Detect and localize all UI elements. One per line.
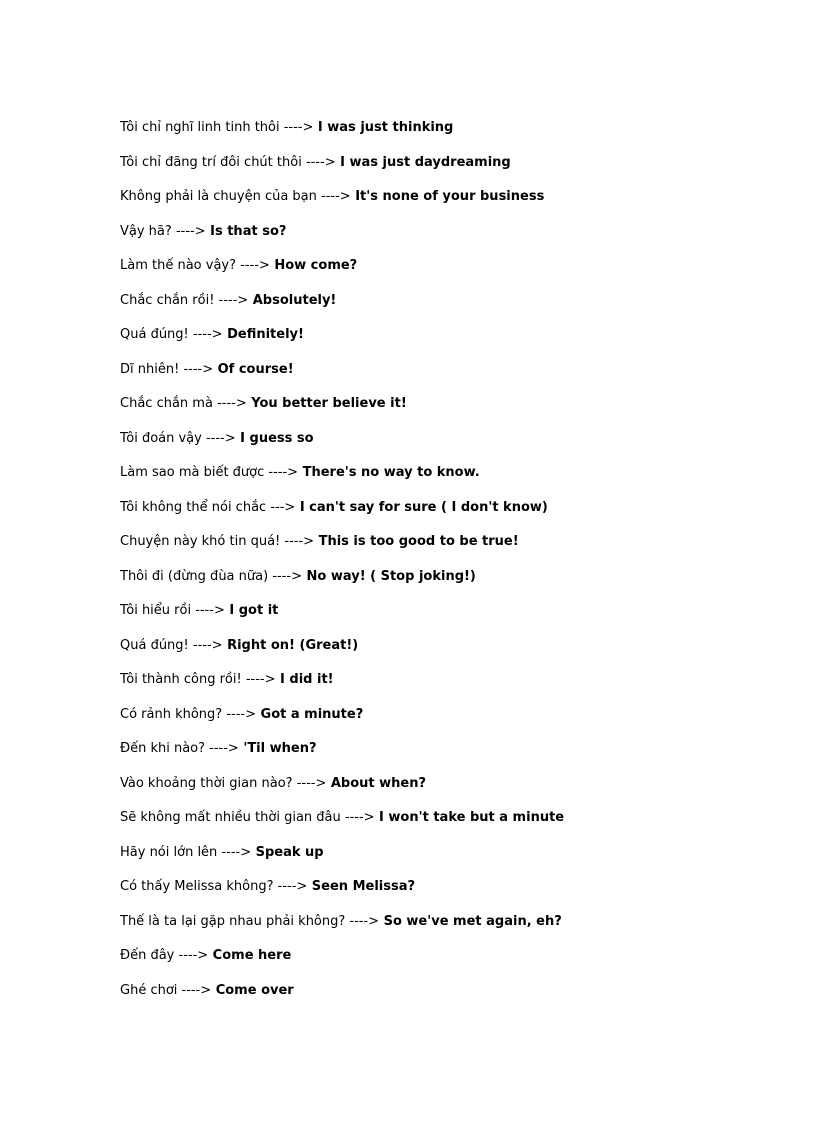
arrow-separator: ----> [349,913,380,929]
vietnamese-phrase: Tôi chỉ nghĩ linh tinh thôi [120,120,284,135]
phrase-row [120,981,800,1016]
english-phrase: How come? [269,258,358,273]
vietnamese-phrase: Chắc chắn mà [120,396,218,411]
vietnamese-phrase: Quá đúng! [120,327,193,342]
english-phrase: 'Til when? [238,741,317,756]
vietnamese-phrase: Đến khi nào? [120,741,210,756]
english-phrase: Of course! [213,361,294,377]
english-phrase: I guess so [235,430,314,446]
phrase-row [120,429,800,464]
english-phrase: You better believe it! [246,396,407,411]
arrow-separator: ----> [178,948,209,963]
vietnamese-phrase: Tôi không thể nói chắc [120,499,271,515]
arrow-separator: ----> [226,706,256,722]
vietnamese-phrase: Không phải là chuyện của bạn [120,189,322,204]
phrase-row [120,808,800,843]
english-phrase: Definitely! [222,327,304,342]
vietnamese-phrase: Sẽ không mất nhiều thời gian đâu [120,810,345,825]
arrow-separator: ----> [181,982,212,998]
english-phrase: Absolutely! [248,292,337,308]
phrase-row [120,498,800,533]
phrase-row [120,256,800,291]
arrow-separator: ----> [217,396,247,411]
phrase-row [120,291,800,326]
phrase-row [120,463,800,498]
vietnamese-phrase: Tôi đoán vậy [120,430,206,446]
english-phrase: There's no way to know. [298,465,480,480]
vietnamese-phrase: Vào khoảng thời gian nào? [120,775,297,791]
vietnamese-phrase: Đến đây [120,948,179,963]
english-phrase: I won't take but a minute [374,810,565,825]
english-phrase: Got a minute? [256,706,364,722]
arrow-separator: ----> [218,292,249,308]
phrase-row [120,705,800,740]
english-phrase: So we've met again, eh? [379,913,562,929]
phrase-row [120,946,800,981]
vietnamese-phrase: Tôi hiểu rồi [120,603,196,618]
english-phrase: Is that so? [205,223,287,239]
vietnamese-phrase: Thế là ta lại gặp nhau phải không? [120,913,350,929]
phrase-row [120,567,800,602]
phrase-row [120,153,800,188]
arrow-separator: ---> [270,499,296,515]
vietnamese-phrase: Làm thế nào vậy? [120,258,241,273]
vietnamese-phrase: Tôi chỉ đãng trí đôi chút thôi [120,154,306,170]
arrow-separator: ----> [192,327,223,342]
phrase-row [120,118,800,153]
phrase-row [120,601,800,636]
phrase-list [120,118,800,1015]
english-phrase: Right on! (Great!) [222,637,359,653]
arrow-separator: ----> [240,258,270,273]
phrase-row [120,912,800,947]
arrow-separator: ----> [344,810,375,825]
arrow-separator: ----> [268,465,299,480]
phrase-row [120,877,800,912]
phrase-row [120,636,800,671]
arrow-separator: ----> [221,844,252,860]
vietnamese-phrase: Dĩ nhiên! [120,361,184,377]
vietnamese-phrase: Hãy nói lớn lên [120,844,222,860]
vietnamese-phrase: Quá đúng! [120,637,193,653]
phrase-row [120,222,800,257]
english-phrase: I was just thinking [313,120,454,135]
phrase-row [120,187,800,222]
vietnamese-phrase: Vậy hã? [120,223,176,239]
arrow-separator: ----> [283,120,314,135]
english-phrase: I was just daydreaming [335,154,511,170]
english-phrase: About when? [326,775,427,791]
english-phrase: This is too good to be true! [314,534,519,549]
arrow-separator: ----> [195,603,225,618]
vietnamese-phrase: Chuyện này khó tin quá! [120,534,285,549]
english-phrase: I did it! [275,672,334,687]
arrow-separator: ----> [205,430,236,446]
phrase-row [120,325,800,360]
english-phrase: It's none of your business [350,189,545,204]
english-phrase: I got it [224,603,279,618]
vietnamese-phrase: Có rảnh không? [120,706,227,722]
vietnamese-phrase: Tôi thành công rồi! [120,672,246,687]
arrow-separator: ----> [277,879,308,894]
english-phrase: Come here [208,948,292,963]
vietnamese-phrase: Thôi đi (đừng đùa nữa) [120,568,273,584]
arrow-separator: ----> [272,568,302,584]
english-phrase: I can't say for sure ( I don't know) [295,499,548,515]
phrase-row [120,843,800,878]
arrow-separator: ----> [209,741,239,756]
english-phrase: Speak up [251,844,324,860]
phrase-row [120,670,800,705]
vietnamese-phrase: Làm sao mà biết được [120,465,269,480]
arrow-separator: ----> [183,361,214,377]
arrow-separator: ----> [305,154,336,170]
arrow-separator: ----> [175,223,206,239]
phrase-row [120,739,800,774]
phrase-row [120,532,800,567]
arrow-separator: ----> [245,672,276,687]
english-phrase: No way! ( Stop joking!) [301,568,476,584]
phrase-row [120,774,800,809]
english-phrase: Seen Melissa? [307,879,416,894]
arrow-separator: ----> [192,637,223,653]
arrow-separator: ----> [321,189,351,204]
arrow-separator: ----> [296,775,327,791]
vietnamese-phrase: Có thấy Melissa không? [120,879,278,894]
english-phrase: Come over [211,982,294,998]
arrow-separator: ----> [284,534,315,549]
vietnamese-phrase: Ghé chơi [120,982,182,998]
phrase-row [120,360,800,395]
vietnamese-phrase: Chắc chắn rồi! [120,292,219,308]
phrase-row [120,394,800,429]
